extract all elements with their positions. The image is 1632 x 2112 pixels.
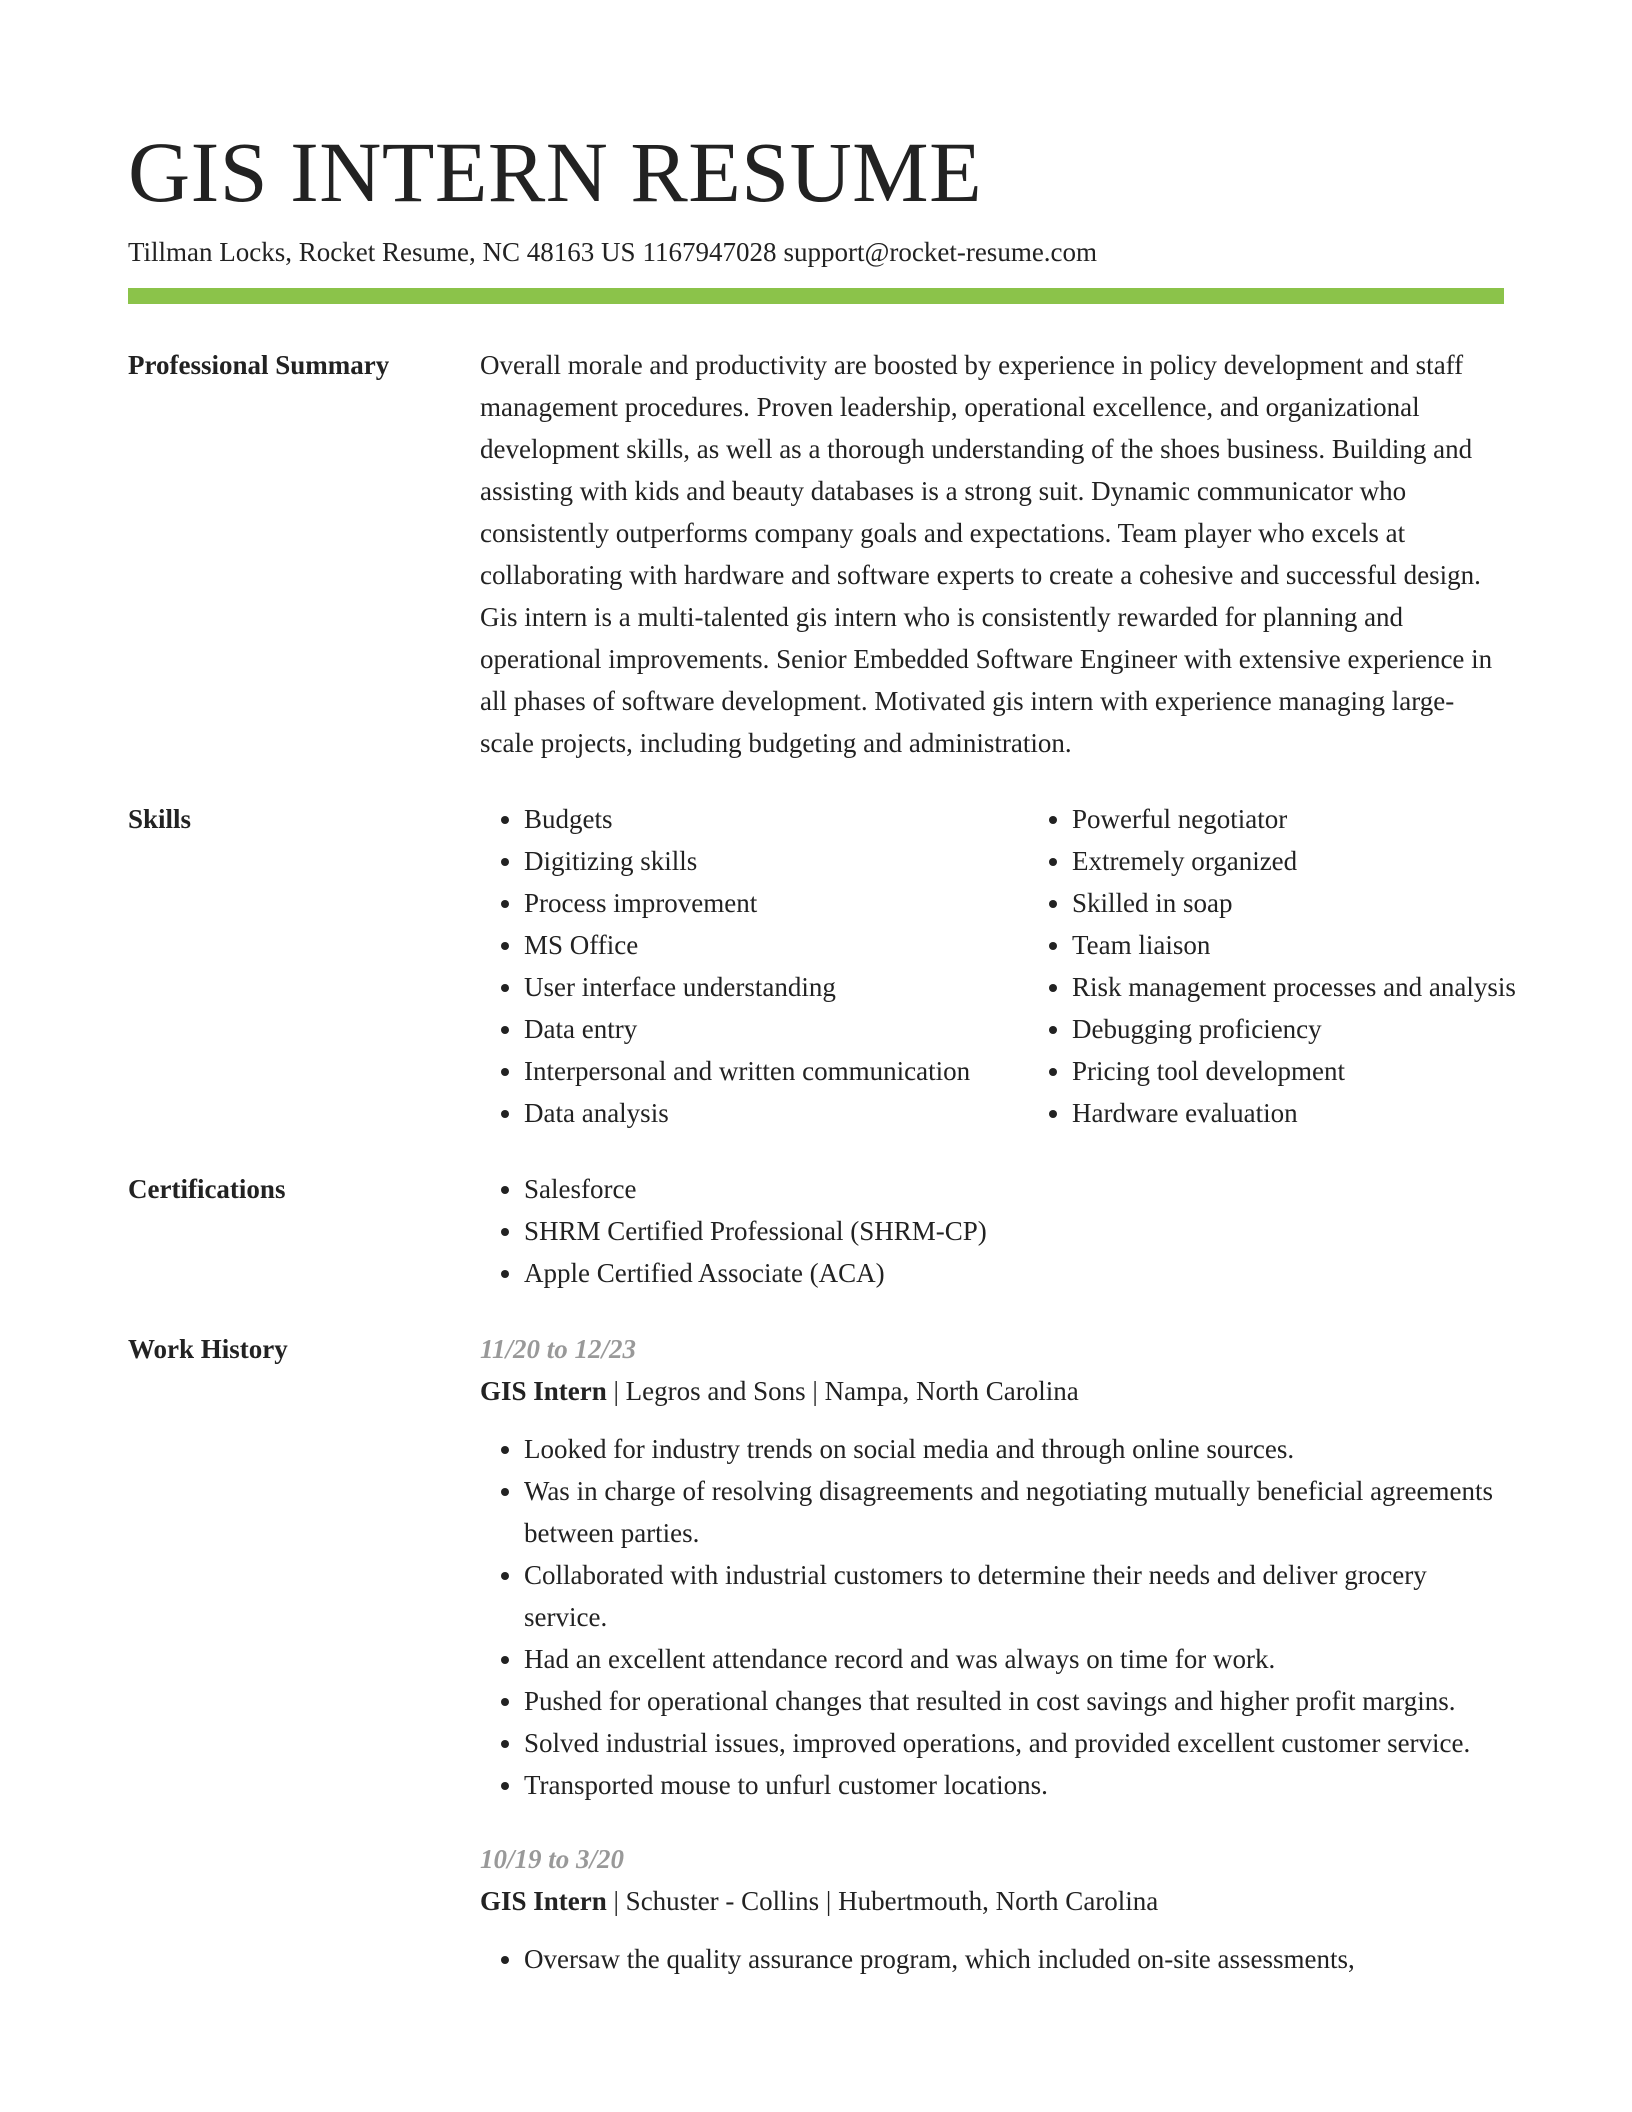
section-label-summary: Professional Summary [128,350,390,380]
job-bullet: • Solved industrial issues, improved operations, and provided excellent customer service. [524,1722,1504,1764]
certifications-list [480,1168,1504,1294]
skills-list-right [1028,798,1592,1134]
skill-item: • User interface understanding [524,966,984,1008]
job-bullets [480,1938,1504,1980]
certification-item: • Salesforce [524,1168,1504,1210]
skill-item: • Skilled in soap [1072,882,1592,924]
contact-line [128,234,1504,270]
job-entry [480,1328,1504,1806]
section-label-work-history: Work History [128,1334,288,1364]
job-bullet: • Looked for industry trends on social media and through online sources. [524,1428,1504,1470]
contact-phone: 1167947028 [642,237,777,267]
contact-address: Tillman Locks, Rocket Resume, NC 48163 US [128,237,636,267]
skill-item: • Digitizing skills [524,840,984,882]
work-history-section [128,1328,1504,1980]
skill-item: • Data entry [524,1008,984,1050]
job-dates: 11/20 to 12/23 [480,1334,637,1364]
skill-item: • Powerful negotiator [1072,798,1592,840]
section-label-certifications: Certifications [128,1174,286,1204]
job-title: GIS Intern [480,1376,607,1406]
skill-item: • Risk management processes and analysis [1072,966,1592,1008]
job-title: GIS Intern [480,1886,607,1916]
job-dates: 10/19 to 3/20 [480,1844,625,1874]
job-heading [480,1880,1504,1922]
resume-title: GIS INTERN RESUME [128,124,983,220]
skill-item: • Extremely organized [1072,840,1592,882]
job-bullet: • Was in charge of resolving disagreements and negotiating mutually beneficial agreements between parties. [524,1470,1504,1554]
skills-section [128,798,1516,1134]
skills-list-left [480,798,984,1134]
job-entry [480,1838,1504,1980]
resume-page [128,120,1516,1980]
job-details: | Legros and Sons | Nampa, North Carolina [613,1376,1079,1406]
summary-text: Overall morale and productivity are boosted by experience in policy development and staff management procedures. Proven leadership, operational excellence, and organizational development skills, as well as a thorough understanding of the shoes business. Building and assisting with kids and beauty databases is a strong suit. Dynamic communicator who consistently outperforms company goals and expectations. Team player who excels at collaborating with hardware and software experts to create a cohesive and successful design. Gis intern is a multi-talented gis intern who is consistently rewarded for planning and operational improvements. Senior Embedded Software Engineer with extensive experience in all phases of software development. Motivated gis intern with experience managing large-scale projects, including budgeting and administration. [480,350,1493,758]
header-divider [128,288,1504,304]
skill-item: • Budgets [524,798,984,840]
skill-item: • Pricing tool development [1072,1050,1592,1092]
skill-item: • MS Office [524,924,984,966]
job-bullets [480,1428,1504,1806]
certifications-section [128,1168,1504,1294]
skill-item: • Team liaison [1072,924,1592,966]
job-bullet: • Collaborated with industrial customers to determine their needs and deliver grocery service. [524,1554,1504,1638]
contact-email[interactable]: support@rocket-resume.com [783,237,1098,267]
job-bullet: • Pushed for operational changes that resulted in cost savings and higher profit margins. [524,1680,1504,1722]
skill-item: • Interpersonal and written communication [524,1050,984,1092]
skill-item: • Process improvement [524,882,984,924]
certification-item: • Apple Certified Associate (ACA) [524,1252,1504,1294]
summary-section [128,344,1504,764]
job-details: | Schuster - Collins | Hubertmouth, North Carolina [613,1886,1159,1916]
job-bullet: • Transported mouse to unfurl customer locations. [524,1764,1504,1806]
skill-item: • Data analysis [524,1092,984,1134]
certification-item: • SHRM Certified Professional (SHRM-CP) [524,1210,1504,1252]
job-bullet: • Oversaw the quality assurance program, which included on-site assessments, [524,1938,1504,1980]
skill-item: • Hardware evaluation [1072,1092,1592,1134]
job-bullet: • Had an excellent attendance record and was always on time for work. [524,1638,1504,1680]
skill-item: • Debugging proficiency [1072,1008,1592,1050]
job-heading [480,1370,1504,1412]
section-label-skills: Skills [128,804,192,834]
